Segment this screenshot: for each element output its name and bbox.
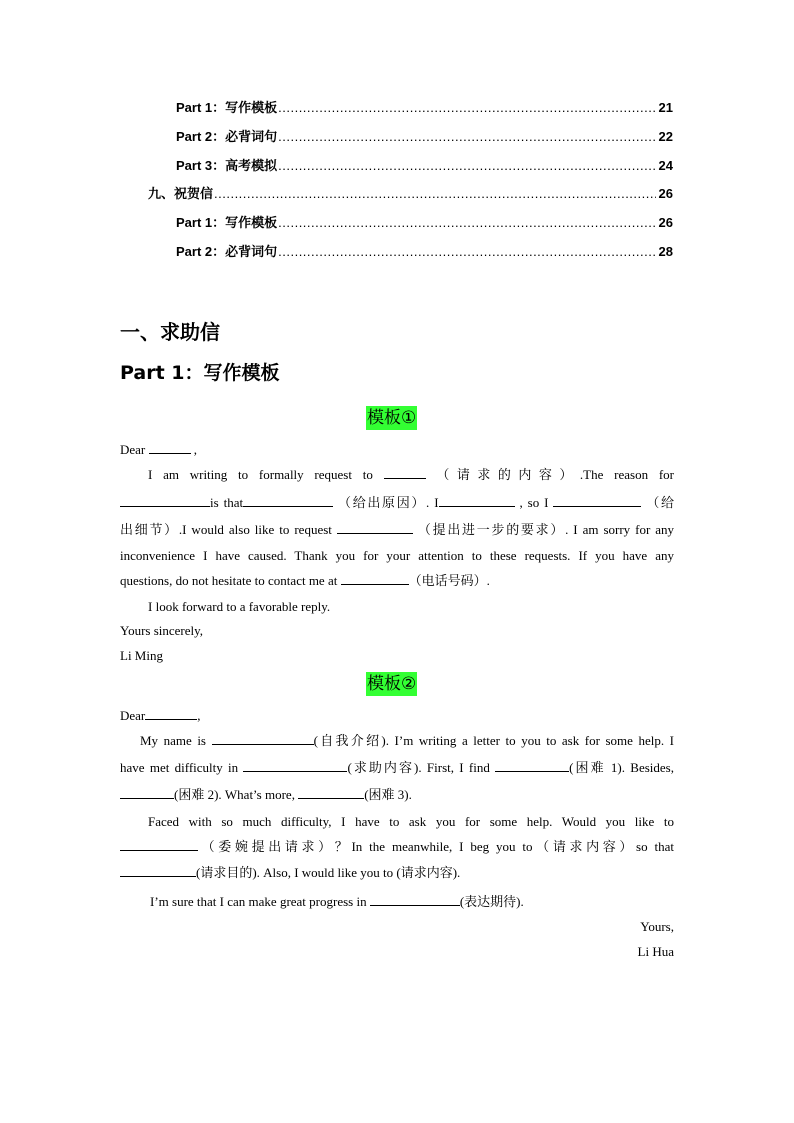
- t2-line-4: [120, 813, 674, 831]
- blank-line: [370, 893, 460, 906]
- toc-page: 26: [658, 215, 673, 230]
- blank-line: [120, 838, 198, 851]
- toc-leader: [278, 244, 656, 259]
- toc-leader: [278, 100, 656, 115]
- t1-line-5: [120, 572, 674, 590]
- blank-line: [120, 786, 174, 799]
- t2-line-1: [120, 732, 674, 750]
- toc-label: 九、祝贺信: [148, 186, 214, 201]
- toc-label: Part 2：必背词句: [176, 129, 278, 144]
- t1-signature: Li Ming: [120, 648, 163, 663]
- text: （委婉提出请求）？In the meanwhile, I beg you to（请求内容）so that: [198, 839, 674, 854]
- blank-line: [120, 494, 210, 507]
- blank-line: [337, 521, 413, 534]
- t2-line-7: [120, 893, 704, 911]
- toc-leader: [278, 158, 656, 173]
- text: (自我介绍). I’m writing a letter to you to ask for some help. I: [313, 733, 675, 748]
- text: is that: [210, 495, 244, 510]
- t2-signature: Li Hua: [637, 944, 674, 959]
- text: have met difficulty in: [120, 760, 239, 775]
- t2-closing: Yours,: [640, 919, 674, 934]
- template-2-tag: 模板②: [367, 674, 417, 694]
- toc-label: Part 2：必背词句: [176, 244, 278, 259]
- text: （提出进一步的要求）. I am sorry for any: [417, 522, 675, 537]
- toc-leader: [278, 215, 656, 230]
- section-title: 一、求助信: [120, 320, 220, 344]
- text: I’m sure that I can make great progress in: [150, 894, 367, 909]
- toc-entry[interactable]: [176, 155, 673, 173]
- text: (求助内容). First, I find: [347, 760, 490, 775]
- text: I look forward to a favorable reply.: [148, 599, 331, 614]
- t1-line-4: [120, 547, 674, 565]
- t2-line-2: [120, 759, 674, 777]
- text: （给: [646, 495, 674, 510]
- toc-page: 21: [658, 100, 673, 115]
- t2-line-6: [120, 864, 674, 882]
- part-title: Part 1：写作模板: [120, 362, 280, 384]
- blank-line: [384, 466, 426, 479]
- toc-page: 28: [658, 244, 673, 259]
- text: Faced with so much difficulty, I have to ask you for some help. Would you like to: [148, 814, 674, 829]
- toc-leader: [278, 129, 656, 144]
- t2-line-3: [120, 786, 674, 804]
- text: questions, do not hesitate to contact me at: [120, 573, 338, 588]
- blank-line: [120, 864, 196, 877]
- text: (困难 2). What’s more,: [174, 787, 295, 802]
- text: （电话号码）.: [408, 573, 490, 588]
- toc-entry[interactable]: [148, 183, 673, 201]
- dear-text: Dear: [120, 442, 146, 457]
- blank-line: [149, 441, 191, 454]
- t2-salutation: Dear ,: [120, 708, 201, 723]
- text: 出细节）.I would also like to request: [120, 522, 332, 537]
- text: (困难 3).: [364, 787, 412, 802]
- text: I am writing to formally request to: [148, 467, 373, 482]
- toc-label: Part 3：高考模拟: [176, 158, 278, 173]
- t2-line-5: [120, 838, 674, 856]
- text: My name is: [140, 733, 206, 748]
- toc-label: Part 1：写作模板: [176, 215, 278, 230]
- blank-line: [212, 732, 314, 745]
- blank-line: [243, 759, 347, 772]
- toc-page: 24: [658, 158, 673, 173]
- t1-closing: Yours sincerely,: [120, 623, 204, 638]
- text: (请求目的). Also, I would like you to (请求内容).: [196, 865, 461, 880]
- blank-line: [243, 494, 333, 507]
- t1-line-3: [120, 521, 674, 539]
- blank-line: [145, 707, 197, 720]
- toc-page: 22: [658, 129, 673, 144]
- t1-line-1: [120, 466, 674, 484]
- text: inconvenience I have caused. Thank you for your attention to these requests. If you have any: [120, 548, 674, 563]
- blank-line: [553, 494, 641, 507]
- blank-line: [298, 786, 364, 799]
- toc-entry[interactable]: [176, 241, 673, 259]
- blank-line: [495, 759, 569, 772]
- toc-label: Part 1：写作模板: [176, 100, 278, 115]
- toc-entry[interactable]: [176, 126, 673, 144]
- toc-entry[interactable]: [176, 97, 673, 115]
- text: (困难 1). Besides,: [569, 760, 674, 775]
- t1-line-6: [120, 598, 702, 616]
- text: (表达期待).: [459, 894, 524, 909]
- text: , so I: [519, 495, 549, 510]
- t1-line-2: [120, 494, 674, 512]
- toc-entry[interactable]: [176, 212, 673, 230]
- text: （给出原因）. I: [338, 495, 439, 510]
- dear-text: Dear: [120, 708, 146, 723]
- text: （请求的内容）.The reason for: [436, 467, 674, 482]
- toc-leader: [214, 186, 656, 201]
- toc-page: 26: [658, 186, 673, 201]
- blank-line: [341, 572, 409, 585]
- blank-line: [439, 494, 515, 507]
- t1-salutation: Dear ,: [120, 442, 198, 457]
- template-1-tag: 模板①: [367, 408, 417, 428]
